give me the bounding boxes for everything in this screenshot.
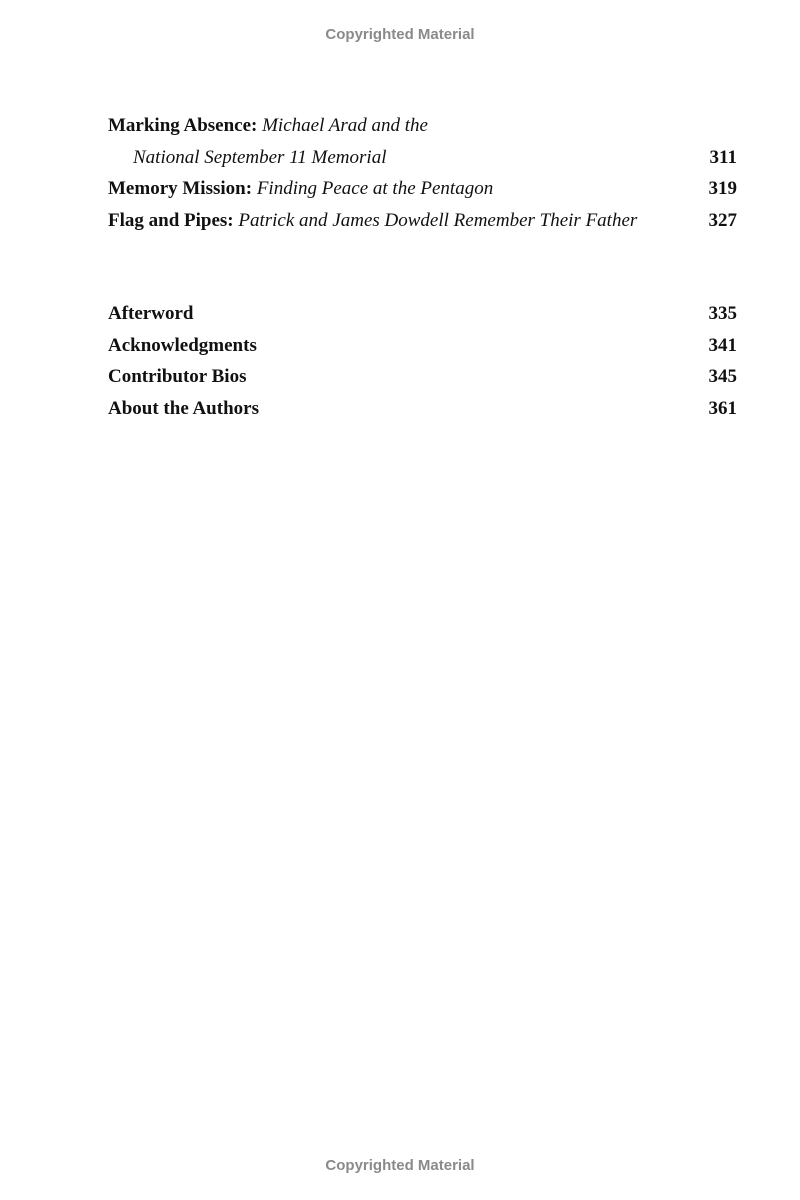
toc-page-number: 311 [709, 146, 737, 168]
toc-entry-title: Contributor Bios [108, 366, 247, 387]
toc-page-number: 345 [708, 366, 737, 387]
toc-entry-contributor-bios[interactable] [108, 363, 737, 395]
toc-entry-acknowledgments[interactable] [108, 332, 737, 364]
toc-entry-subtitle: Finding Peace at the Pentagon [256, 178, 494, 199]
toc-entry-subtitle: Michael Arad and the [262, 115, 428, 136]
toc-entry-memory-mission[interactable] [108, 175, 737, 207]
toc-back-matter [108, 300, 737, 426]
copyright-watermark-top: Copyrighted Material [325, 26, 475, 43]
toc-entry-title: Acknowledgments [108, 334, 257, 356]
toc-entry-title: Memory Mission: [108, 178, 253, 199]
toc-entry-subtitle-cont: National September 11 Memorial [133, 146, 387, 168]
toc-entry-flag-and-pipes[interactable] [108, 207, 737, 239]
toc-entry-about-the-authors[interactable] [108, 395, 737, 427]
copyright-watermark-bottom: Copyrighted Material [325, 1157, 475, 1174]
toc-entry-afterword[interactable] [108, 300, 737, 332]
toc-page-number: 327 [708, 209, 737, 231]
toc-entry-title: Marking Absence: [108, 115, 258, 136]
toc-entry-marking-absence[interactable] [108, 112, 737, 144]
toc-page-number: 341 [708, 334, 737, 356]
toc-entry-title: Flag and Pipes: [108, 209, 234, 231]
toc-chapters [108, 112, 737, 238]
toc-entry-title: Afterword [108, 303, 194, 324]
toc-page-number: 319 [708, 178, 737, 199]
toc-page-number: 335 [708, 303, 737, 324]
toc-entry-marking-absence-cont[interactable] [108, 144, 737, 176]
toc-entry-title: About the Authors [108, 397, 259, 419]
toc-page-number: 361 [708, 397, 737, 419]
toc-entry-subtitle: Patrick and James Dowdell Remember Their Father [238, 209, 638, 231]
